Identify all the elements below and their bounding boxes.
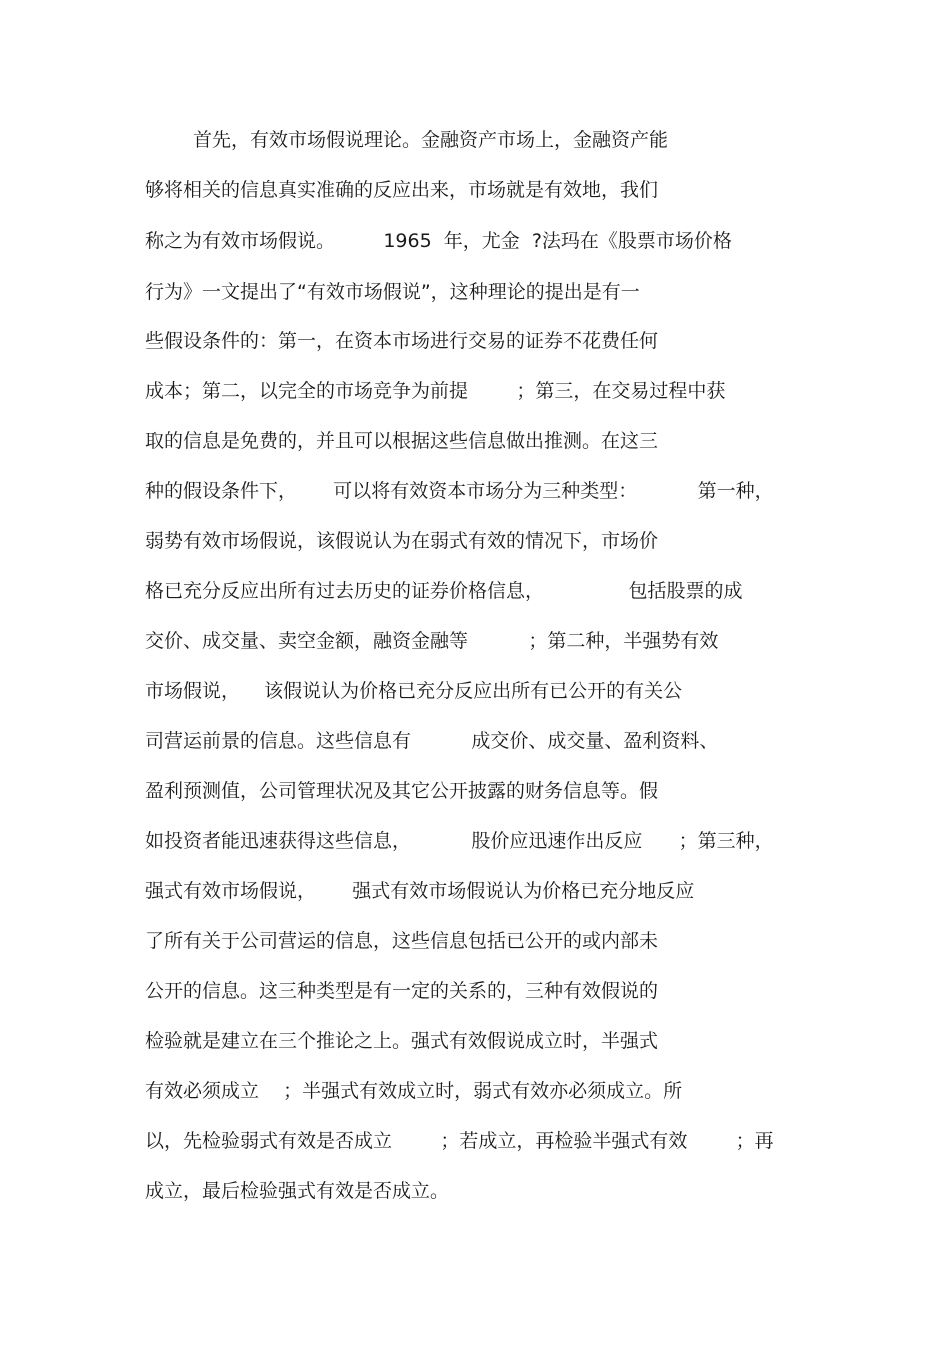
paragraph-line-4: 行为》一文提出了“有效市场假说”，这种理论的提出是有一 xyxy=(145,281,640,303)
paragraph-line-21: 以，先检验弱式有效是否成立 ；若成立，再检验半强式有效 ；再 xyxy=(145,1130,774,1152)
paragraph-line-2: 够将相关的信息真实准确的反应出来，市场就是有效地，我们 xyxy=(145,179,659,201)
paragraph-line-12: 市场假说， 该假说认为价格已充分反应出所有已公开的有关公 xyxy=(145,680,683,702)
paragraph-line-8: 种的假设条件下， 可以将有效资本市场分为三种类型： 第一种， xyxy=(145,480,774,502)
paragraph-line-16: 强式有效市场假说， 强式有效市场假说认为价格已充分地反应 xyxy=(145,880,695,902)
paragraph-line-19: 检验就是建立在三个推论之上。强式有效假说成立时，半强式 xyxy=(145,1030,659,1052)
paragraph-line-10: 格已充分反应出所有过去历史的证券价格信息， 包括股票的成 xyxy=(145,580,743,602)
paragraph-line-15: 如投资者能迅速获得这些信息， 股价应迅速作出反应 ；第三种， xyxy=(145,830,774,852)
paragraph-line-17: 了所有关于公司营运的信息，这些信息包括已公开的或内部未 xyxy=(145,930,659,952)
paragraph-line-6: 成本；第二，以完全的市场竞争为前提 ；第三，在交易过程中获 xyxy=(145,380,726,402)
paragraph-line-13: 司营运前景的信息。这些信息有 成交价、成交量、盈利资料、 xyxy=(145,730,719,752)
paragraph-line-1: 首先，有效市场假说理论。金融资产市场上，金融资产能 xyxy=(193,129,669,151)
paragraph-line-22: 成立，最后检验强式有效是否成立。 xyxy=(145,1180,450,1202)
paragraph-line-7: 取的信息是免费的，并且可以根据这些信息做出推测。在这三 xyxy=(145,430,659,452)
paragraph-line-14: 盈利预测值，公司管理状况及其它公开披露的财务信息等。假 xyxy=(145,780,659,802)
paragraph-line-18: 公开的信息。这三种类型是有一定的关系的，三种有效假说的 xyxy=(145,980,659,1002)
paragraph-line-5: 些假设条件的：第一，在资本市场进行交易的证券不花费任何 xyxy=(145,330,659,352)
paragraph-line-20: 有效必须成立 ；半强式有效成立时，弱式有效亦必须成立。所 xyxy=(145,1080,683,1102)
paragraph-line-11: 交价、成交量、卖空金额，融资金融等 ；第二种，半强势有效 xyxy=(145,630,719,652)
paragraph-line-9: 弱势有效市场假说，该假说认为在弱式有效的情况下，市场价 xyxy=(145,530,659,552)
paragraph-line-3: 称之为有效市场假说。 1965 年，尤金 ?法玛在《股票市场价格 xyxy=(145,230,732,252)
